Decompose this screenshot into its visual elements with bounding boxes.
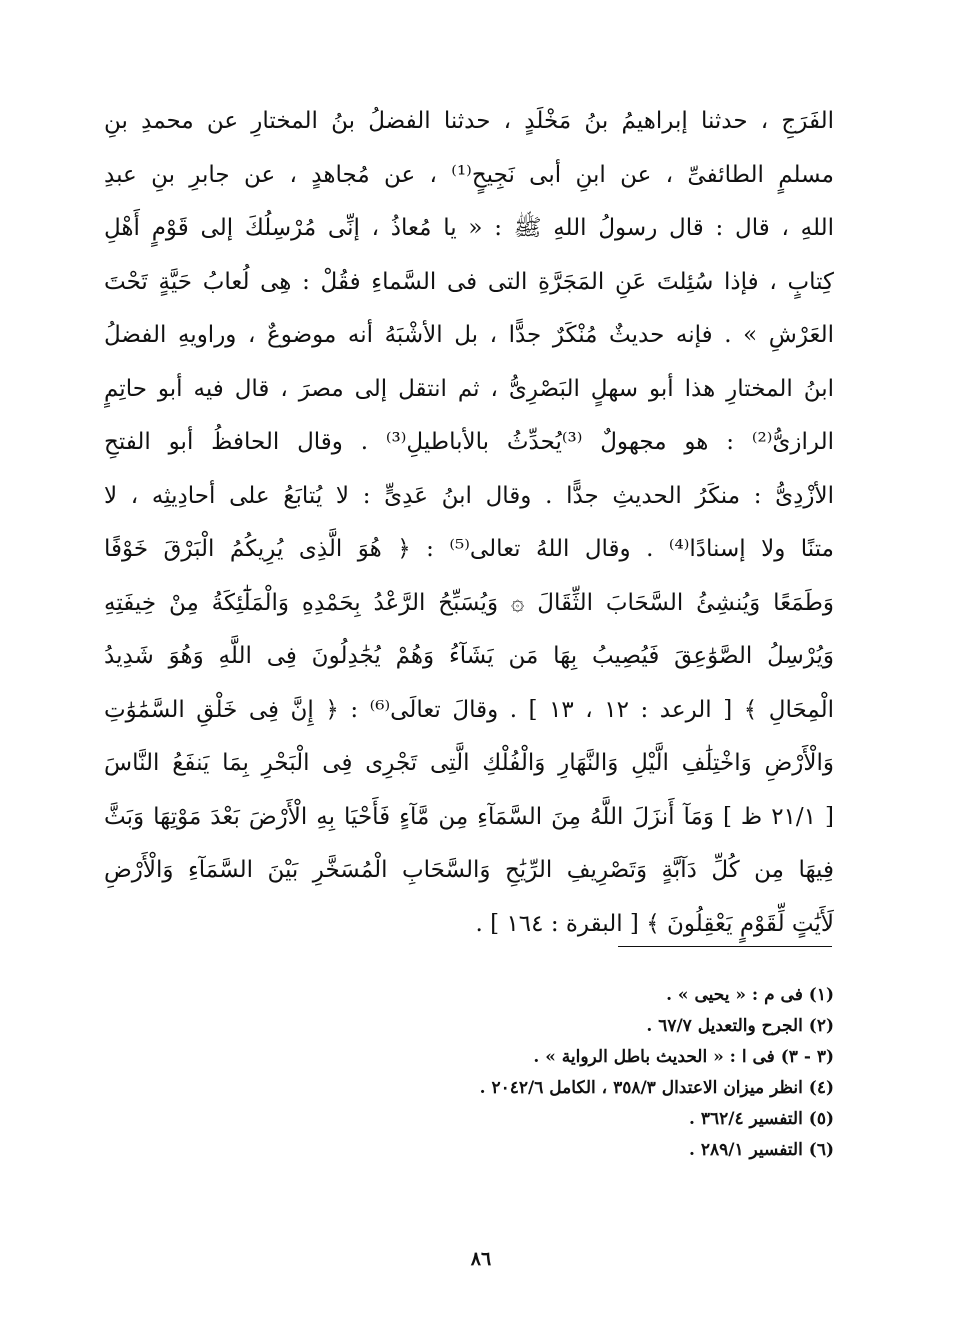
text-line: ابنُ المختارِ هذا أبو سهلٍ البَصْرِىُّ ، ثم انتقل إلى مصرَ ، قال فيه أبو حاتِمٍ (104, 375, 834, 402)
text-line: مسلمٍ الطائفىِّ ، عن ابنِ أبى نَجِيحٍ⁽¹⁾ ، عن مُجاهدٍ ، عن جابرِ بنِ عبدِ (104, 161, 834, 188)
text-line: فِيهَا مِن كُلِّ دَآبَّةٍ وَتَصْرِيفِ الرِّيَٰحِ وَالسَّحَابِ الْمُسَخَّرِ بَيْنَ السَّمَآءِ وَالْأَرْضِ (104, 857, 834, 883)
footnote-4: (٤) انظر ميزان الاعتدال ٣٥٨/٣ ، الكامل ٢٠٤٢/٦ . (479, 1078, 834, 1098)
text-line: الفَرَجِ ، حدثنا إبراهيمُ بنُ مَخْلَدٍ ، حدثنا الفضلُ بنُ المختارِ عن محمدِ بنِ (104, 108, 834, 134)
text-line: الْمِحَالِ ﴾ [ الرعد : ١٢ ، ١٣ ] . وقالَ تعالَى⁽⁶⁾ : ﴿ إِنَّ فِى خَلْقِ السَّمَٰوَٰتِ (104, 696, 834, 723)
footnote-1: (١) فى م : « يحيى » . (666, 985, 834, 1005)
footnote-3: (٣ - ٣) فى ا : « الحديث باطل الرواية » . (533, 1047, 834, 1067)
text-line: الرازىُّ⁽²⁾ : هو مجهولٌ ⁽³⁾يُحدِّثُ بالأباطيلِ⁽³⁾ . وقال الحافظُ أبو الفتحِ (104, 429, 834, 455)
text-line: متنًا ولا إسنادًا⁽⁴⁾ . وقال اللهُ تعالى⁽⁵⁾ : ﴿ هُوَ الَّذِى يُرِيكُمُ الْبَرْقَ خَوْفًا (104, 536, 834, 562)
text-line: كِتابٍ ، فإذا سُئِلتَ عَنِ المَجَرَّةِ التى فى السَّماءِ فقُلْ : هِى لُعابُ حَيَّةٍ تَحْتَ (104, 268, 834, 295)
text-line: العَرْشِ » . فإنه حديثٌ مُنْكَرٌ جدًّا ، بل الأشْبَهُ أنه موضوعٌ ، وراويهِ الفضلُ (104, 322, 834, 348)
text-line: الأزْدِىُّ : منكَرُ الحديثِ جدًّا . وقال ابنُ عَدِىٍّ : لا يُتابَعُ على أحادِيثِه ، لا (104, 482, 834, 509)
footnotes (274, 980, 834, 1166)
text-line: وَطَمَعًا وَيُنشِئُ السَّحَابَ الثِّقَالَ ۞ وَيُسَبِّحُ الرَّعْدُ بِحَمْدِهِ وَالْمَلَٰٓئِكَةُ مِنْ خِيفَتِهِ (104, 589, 834, 616)
main-text-body (104, 95, 834, 951)
text-line: وَيُرْسِلُ الصَّوَٰعِقَ فَيُصِيبُ بِهَا مَن يَشَآءُ وَهُمْ يُجَٰدِلُونَ فِى اللَّهِ وَهُوَ شَدِيدُ (104, 643, 834, 669)
footnote-divider (618, 946, 832, 947)
text-line: [ ٢١/١ ظ ] وَمَآ أَنزَلَ اللَّهُ مِنَ السَّمَآءِ مِن مَّآءٍ فَأَحْيَا بِهِ الْأَرْضَ بَعْدَ مَوْتِهَا وَبَثَّ (104, 803, 834, 830)
footnote-2: (٢) الجرح والتعديل ٦٧/٧ . (646, 1016, 834, 1036)
footnote-5: (٥) التفسير ٣٦٢/٤ . (689, 1109, 834, 1129)
page-number: ٨٦ (470, 1248, 492, 1270)
text-line: وَالْأَرْضِ وَاخْتِلَٰفِ الَّيْلِ وَالنَّهَارِ وَالْفُلْكِ الَّتِى تَجْرِى فِى الْبَحْرِ بِمَا يَنفَعُ النَّاسَ (104, 750, 834, 776)
text-line: اللهِ ، قال : قال رسولُ اللهِ ﷺ : « يا مُعاذُ ، إنِّى مُرْسِلُكَ إلى قَوْمٍ أَهْلِ (104, 215, 834, 241)
footnote-6: (٦) التفسير ٢٨٩/١ . (689, 1140, 834, 1160)
text-line: لَأَيَٰتٍ لِّقَوْمٍ يَعْقِلُونَ ﴾ [ البقرة : ١٦٤ ] . (475, 910, 834, 937)
